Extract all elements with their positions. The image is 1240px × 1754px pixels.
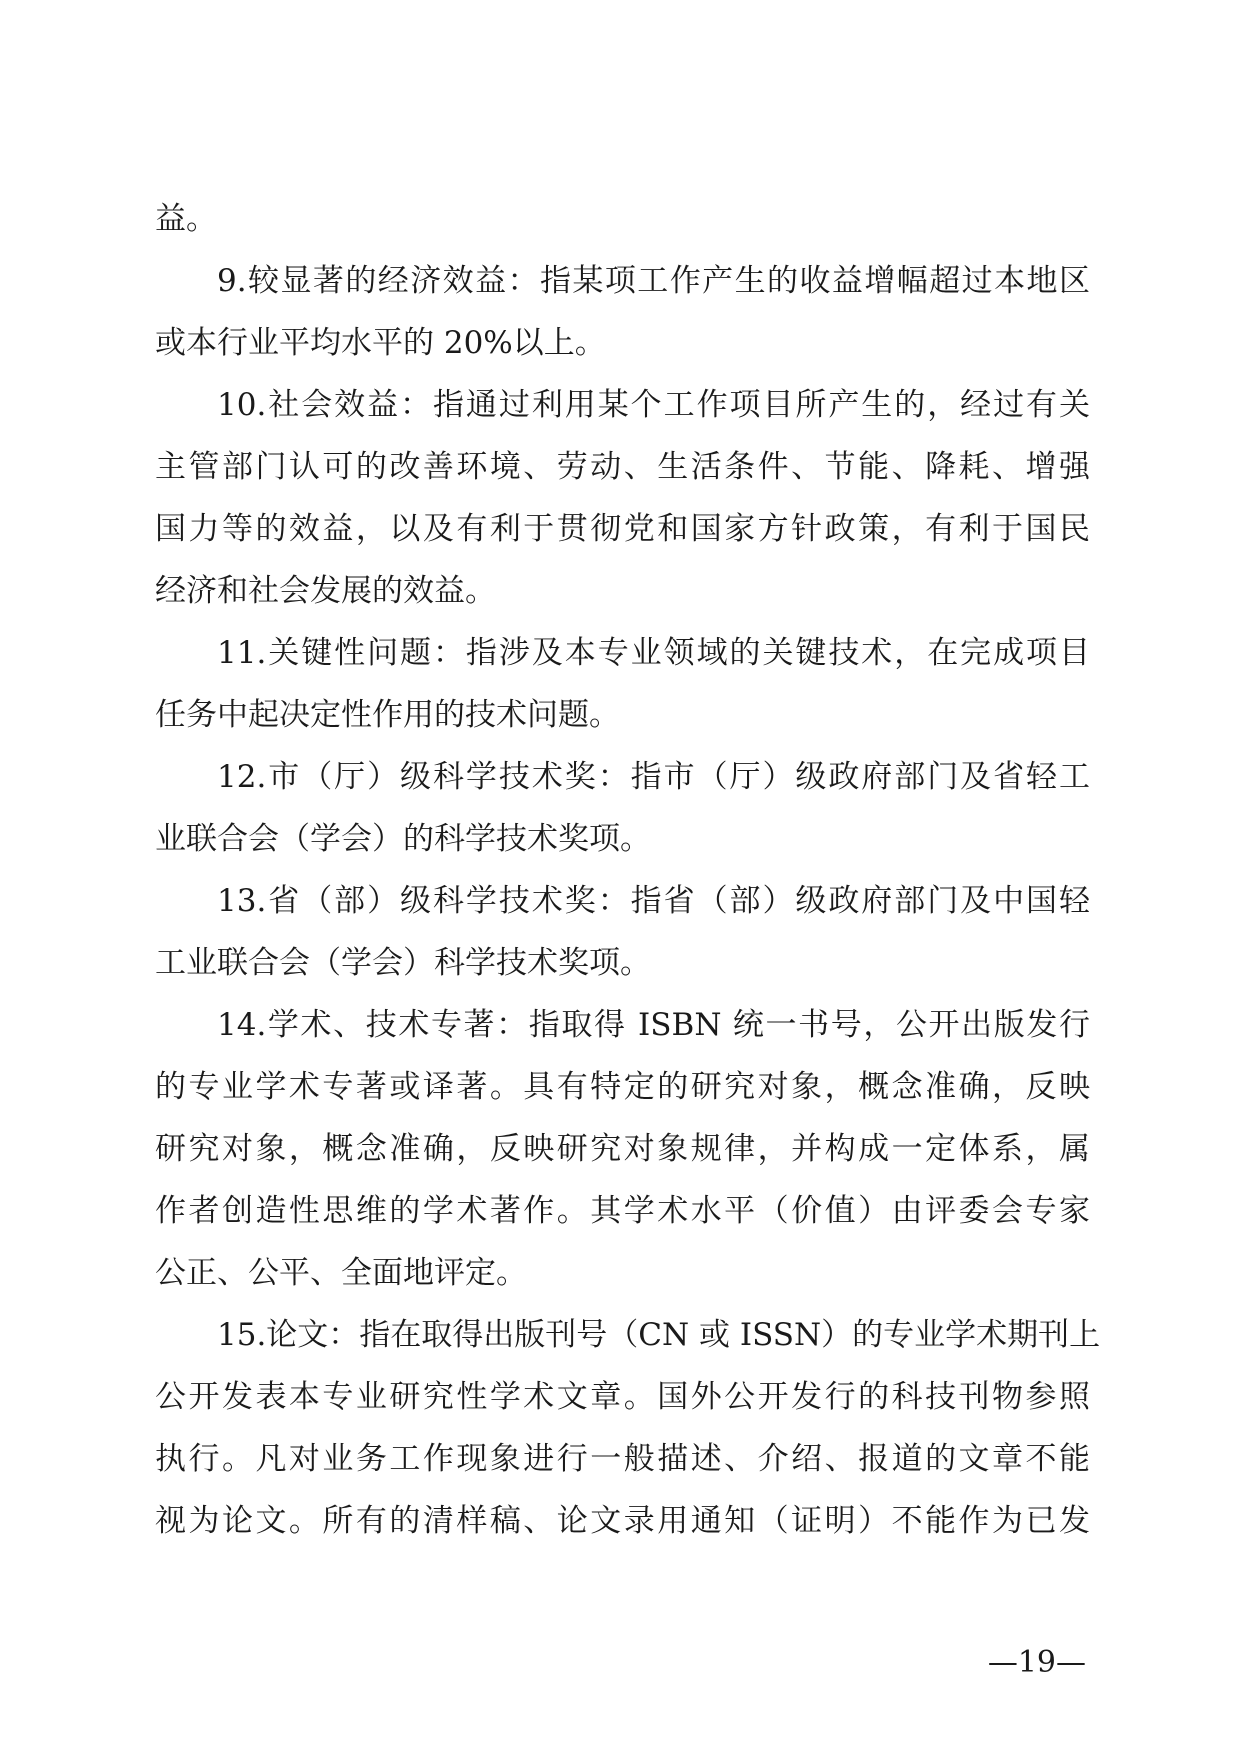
text-line: 工业联合会（学会）科学技术奖项。 [155, 945, 651, 981]
text-line: 公正、公平、全面地评定。 [155, 1255, 527, 1291]
text-line: 业联合会（学会）的科学技术奖项。 [155, 821, 651, 857]
text-line: 主管部门认可的改善环境、劳动、生活条件、节能、降耗、增强 [155, 449, 1090, 485]
text-line: 10.社会效益：指通过利用某个工作项目所产生的，经过有关 [217, 387, 1090, 423]
text-line: 14.学术、技术专著：指取得 ISBN 统一书号，公开出版发行 [217, 1007, 1090, 1043]
text-line: 11.关键性问题：指涉及本专业领域的关键技术，在完成项目 [217, 635, 1090, 671]
text-line: 执行。凡对业务工作现象进行一般描述、介绍、报道的文章不能 [155, 1441, 1090, 1477]
page-number: —19— [987, 1645, 1086, 1680]
text-line: 9.较显著的经济效益：指某项工作产生的收益增幅超过本地区 [217, 263, 1090, 299]
text-line: 视为论文。所有的清样稿、论文录用通知（证明）不能作为已发 [155, 1503, 1090, 1539]
text-line: 益。 [155, 201, 217, 237]
text-line: 研究对象，概念准确，反映研究对象规律，并构成一定体系，属 [155, 1131, 1090, 1167]
text-line: 15.论文：指在取得出版刊号（CN 或 ISSN）的专业学术期刊上 [217, 1317, 1101, 1353]
text-line: 国力等的效益，以及有利于贯彻党和国家方针政策，有利于国民 [155, 511, 1090, 547]
text-line: 或本行业平均水平的 20%以上。 [155, 325, 606, 361]
text-line: 13.省（部）级科学技术奖：指省（部）级政府部门及中国轻 [217, 883, 1090, 919]
text-line: 经济和社会发展的效益。 [155, 573, 496, 609]
body-text [155, 188, 1101, 1552]
text-line: 作者创造性思维的学术著作。其学术水平（价值）由评委会专家 [155, 1193, 1090, 1229]
text-line: 的专业学术专著或译著。具有特定的研究对象，概念准确，反映 [155, 1069, 1090, 1105]
text-line: 12.市（厅）级科学技术奖：指市（厅）级政府部门及省轻工 [217, 759, 1090, 795]
text-line: 公开发表本专业研究性学术文章。国外公开发行的科技刊物参照 [155, 1379, 1090, 1415]
text-line: 任务中起决定性作用的技术问题。 [155, 697, 620, 733]
